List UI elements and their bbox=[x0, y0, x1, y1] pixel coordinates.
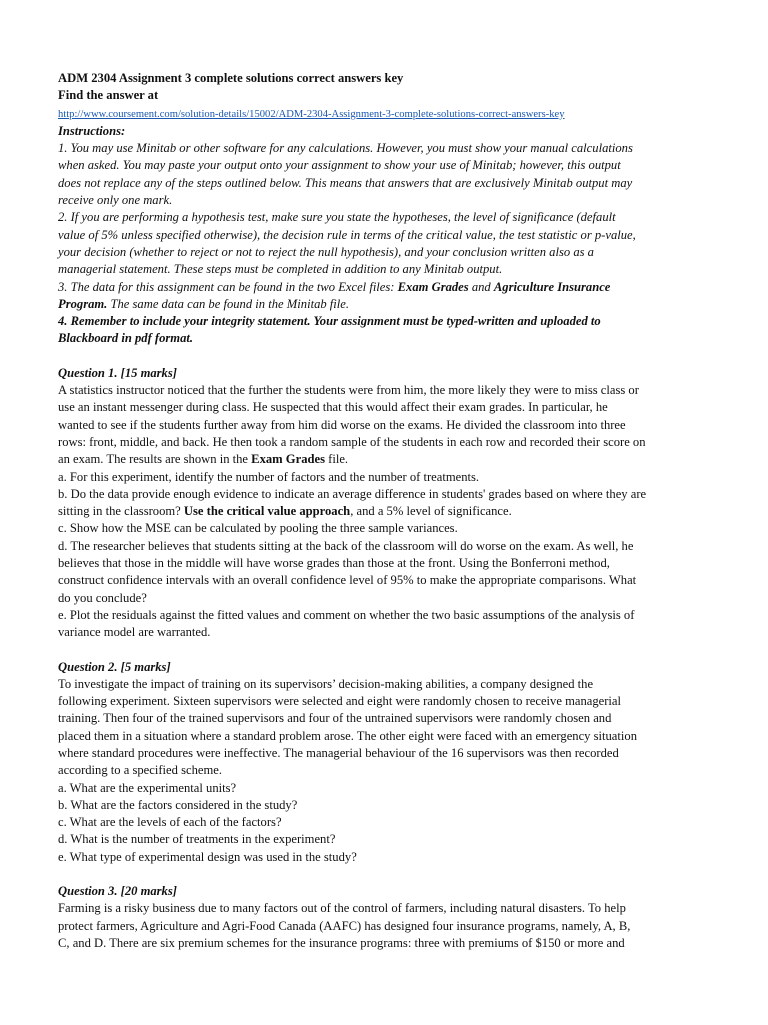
text-line: Farming is a risky business due to many factors out of the control of farmers, including natural disasters. To help bbox=[58, 901, 626, 916]
file-name-exam-grades: Exam Grades bbox=[397, 279, 469, 294]
text-fragment: , and a 5% level of significance. bbox=[350, 504, 512, 519]
text-line: according to a specified scheme. bbox=[58, 763, 222, 778]
find-answer-label: Find the answer at bbox=[58, 88, 159, 103]
file-name-agriculture-cont: Program. bbox=[58, 296, 108, 311]
file-name-exam-grades: Exam Grades bbox=[251, 452, 325, 467]
question-2-heading: Question 2. [5 marks] bbox=[58, 659, 171, 674]
text-line: 1. You may use Minitab or other software for any calculations. However, you must show your manual calculations bbox=[58, 141, 633, 156]
document-title: ADM 2304 Assignment 3 complete solutions correct answers key bbox=[58, 71, 404, 85]
text-line: e. Plot the residuals against the fitted values and comment on whether the two basic assumptions of the analysis of bbox=[58, 607, 635, 622]
text-line: wanted to see if the students further away from him did worse on the exams. He divided the classroom into three bbox=[58, 417, 626, 432]
text-line: managerial statement. These steps must be completed in addition to any Minitab output. bbox=[58, 262, 503, 277]
instruction-1 bbox=[58, 140, 730, 209]
text-line: Blackboard in pdf format. bbox=[58, 331, 194, 346]
text-fragment: file. bbox=[324, 452, 349, 467]
question-1-heading: Question 1. [15 marks] bbox=[58, 365, 177, 380]
text-line: d. The researcher believes that students sitting at the back of the classroom will do worse on the exam. As well, he bbox=[58, 538, 634, 553]
text-line: b. Do the data provide enough evidence to indicate an average difference in students' grades based on where they are bbox=[58, 486, 647, 501]
text-line: A statistics instructor noticed that the further the students were from him, the more likely they were to miss class or bbox=[58, 383, 639, 398]
list-item: a. What are the experimental units? bbox=[58, 780, 237, 795]
instruction-3 bbox=[58, 279, 730, 314]
text-line: 2. If you are performing a hypothesis test, make sure you state the hypotheses, the level of significance (default bbox=[58, 210, 616, 225]
text-line: where standard procedures were ineffective. The managerial behaviour of the 16 supervisors was then recorded bbox=[58, 745, 619, 760]
text-fragment: The same data can be found in the Minitab file. bbox=[107, 296, 350, 311]
text-line: construct confidence intervals with an overall confidence level of 95% to make the appropriate comparisons. What bbox=[58, 573, 637, 588]
question-1-part-d bbox=[58, 538, 730, 607]
list-item: e. What type of experimental design was used in the study? bbox=[58, 849, 357, 864]
text-line: value of 5% unless specified otherwise), the decision rule in terms of the critical value, the test statistic or p-value, bbox=[58, 227, 636, 242]
text-fragment: and bbox=[468, 279, 494, 294]
text-line: variance model are warranted. bbox=[58, 625, 211, 640]
emphasis-critical-value: Use the critical value approach bbox=[183, 504, 351, 519]
text-line: C, and D. There are six premium schemes for the insurance programs: three with premiums of $150 or more and bbox=[58, 935, 625, 950]
text-fragment: sitting in the classroom? bbox=[58, 504, 184, 519]
document-page bbox=[58, 70, 730, 952]
instructions-heading: Instructions: bbox=[58, 123, 126, 138]
text-line: receive only one mark. bbox=[58, 193, 173, 208]
answer-link[interactable]: http://www.coursement.com/solution-details/15002/ADM-2304-Assignment-3-complete-solutions-correct-answers-key bbox=[58, 108, 565, 120]
text-line: training. Then four of the trained supervisors and four of the untrained supervisors were randomly chosen and bbox=[58, 711, 612, 726]
text-line: use an instant messenger during class. He suspected that this would affect their exam grades. In particular, he bbox=[58, 400, 608, 415]
question-1-body bbox=[58, 382, 730, 468]
question-2-body bbox=[58, 676, 730, 780]
text-line: your decision (whether to reject or not to reject the null hypothesis), and your conclusion written also as a bbox=[58, 244, 594, 259]
question-1-part-e bbox=[58, 607, 730, 642]
text-line: rows: front, middle, and back. He then took a random sample of the students in each row and recorded their score on bbox=[58, 434, 646, 449]
text-fragment: an exam. The results are shown in the bbox=[58, 452, 252, 467]
question-1-part-c: c. Show how the MSE can be calculated by pooling the three sample variances. bbox=[58, 521, 458, 536]
list-item: d. What is the number of treatments in the experiment? bbox=[58, 832, 336, 847]
text-fragment: 3. The data for this assignment can be found in the two Excel files: bbox=[58, 279, 398, 294]
question-1-part-b bbox=[58, 486, 730, 521]
list-item: b. What are the factors considered in the study? bbox=[58, 797, 298, 812]
text-line: do you conclude? bbox=[58, 590, 147, 605]
text-line: To investigate the impact of training on its supervisors’ decision-making abilities, a company designed the bbox=[58, 676, 594, 691]
text-line: 4. Remember to include your integrity statement. Your assignment must be typed-written and uploaded to bbox=[58, 314, 601, 329]
instruction-4 bbox=[58, 313, 730, 348]
text-line: placed them in a situation where a standard problem arose. The other eight were faced with an emergency situation bbox=[58, 728, 637, 743]
text-line: protect farmers, Agriculture and Agri-Food Canada (AAFC) has designed four insurance programs, namely, A, B, bbox=[58, 918, 631, 933]
question-3-heading: Question 3. [20 marks] bbox=[58, 884, 177, 899]
file-name-agriculture: Agriculture Insurance bbox=[493, 279, 611, 294]
text-line: does not replace any of the steps outlined below. This means that answers that are exclusively Minitab output may bbox=[58, 175, 633, 190]
question-2-items bbox=[58, 780, 730, 866]
instruction-2 bbox=[58, 209, 730, 278]
question-3-body bbox=[58, 900, 730, 952]
list-item: c. What are the levels of each of the factors? bbox=[58, 815, 282, 830]
text-line: when asked. You may paste your output onto your assignment to show your use of Minitab; however, this output bbox=[58, 158, 621, 173]
text-line: following experiment. Sixteen supervisors were selected and eight were randomly chosen to receive managerial bbox=[58, 694, 622, 709]
question-1-part-a: a. For this experiment, identify the number of factors and the number of treatments. bbox=[58, 469, 480, 484]
text-line: believes that those in the middle will have worse grades than those at the front. Using the Bonferroni method, bbox=[58, 556, 610, 571]
